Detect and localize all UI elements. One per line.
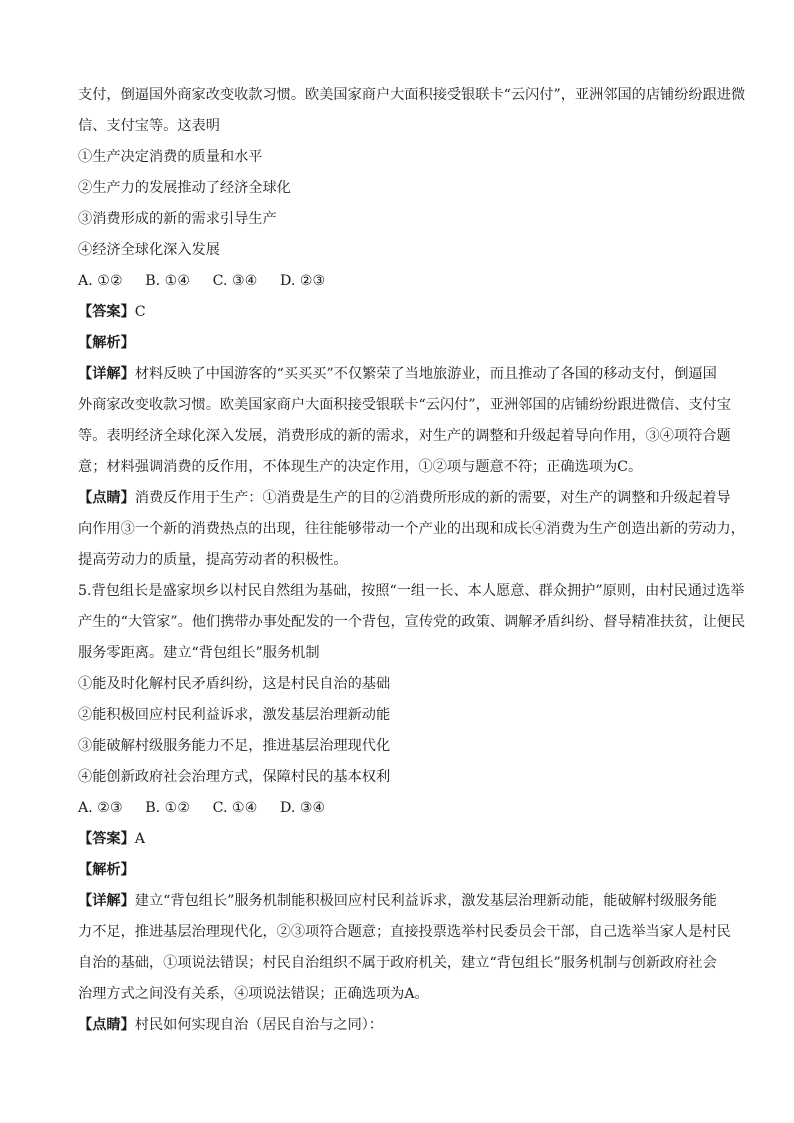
answer-value: C — [134, 304, 146, 320]
detail-text: 建立“背包组长”服务机制能积极回应村民利益诉求，激发基层治理新动能，能破解村级服务能 — [134, 893, 717, 909]
statement-item: ②生产力的发展推动了经济全球化 — [78, 180, 291, 196]
detail-tag: 【详解】 — [78, 366, 135, 382]
point-line: 提高劳动力的质量，提高劳动者的积极性。 — [78, 552, 348, 568]
question-stem-line: 信、支付宝等。这表明 — [78, 118, 220, 134]
detail-line — [78, 886, 738, 917]
option-c: C. ③④ — [212, 273, 258, 289]
statement-item: ①生产决定消费的质量和水平 — [78, 149, 263, 165]
detail-text: 材料反映了中国游客的“买买买”不仅繁荣了当地旅游业，而且推动了各国的移动支付，倒逼国 — [134, 366, 717, 382]
point-tag: 【点睛】 — [78, 1017, 135, 1033]
question-stem-line: 服务零距离。建立“背包组长”服务机制 — [78, 645, 320, 661]
analysis-line — [78, 855, 738, 886]
point-line — [78, 483, 738, 514]
document-body — [78, 80, 746, 1041]
detail-line: 自治的基础，①项说法错误；村民自治组织不属于政府机关，建立“背包组长”服务机制与创新政府社会 — [78, 955, 717, 971]
detail-line — [78, 359, 738, 390]
answer-tag: 【答案】 — [78, 304, 135, 320]
detail-line: 治理方式之间没有关系，④项说法错误；正确选项为A。 — [78, 986, 429, 1002]
question-4 — [78, 80, 746, 576]
statement-item: ④经济全球化深入发展 — [78, 242, 220, 258]
option-d: D. ②③ — [279, 273, 326, 289]
question-stem-line: 5.背包组长是盛家坝乡以村民自然组为基础，按照“一组一长、本人愿意、群众拥护”原则，由村民通过选举 — [78, 583, 745, 599]
question-stem-line: 支付，倒逼国外商家改变收款习惯。欧美国家商户大面积接受银联卡“云闪付”，亚洲邻国的店铺纷纷跟进微 — [78, 87, 746, 103]
question-5 — [78, 576, 746, 1041]
detail-line: 外商家改变收款习惯。欧美国家商户大面积接受银联卡“云闪付”，亚洲邻国的店铺纷纷跟进微信、支付宝 — [78, 397, 731, 413]
statement-item: ①能及时化解村民矛盾纠纷，这是村民自治的基础 — [78, 676, 391, 692]
option-d: D. ③④ — [279, 800, 326, 816]
option-b: B. ①④ — [145, 273, 191, 289]
point-tag: 【点睛】 — [78, 490, 135, 506]
analysis-line — [78, 328, 738, 359]
option-a: A. ②③ — [78, 800, 123, 816]
statement-item: ②能积极回应村民利益诉求，激发基层治理新动能 — [78, 707, 391, 723]
answer-tag: 【答案】 — [78, 831, 135, 847]
statement-item: ③消费形成的新的需求引导生产 — [78, 211, 277, 227]
detail-line: 力不足，推进基层治理现代化，②③项符合题意；直接投票选举村民委员会干部，自己选举当家人是村民 — [78, 924, 731, 940]
point-line — [78, 1010, 738, 1041]
answer-line — [78, 824, 738, 855]
analysis-tag: 【解析】 — [78, 862, 135, 878]
detail-line: 意；材料强调消费的反作用，不体现生产的决定作用，①②项与题意不符；正确选项为C。 — [78, 459, 643, 475]
point-line: 向作用③一个新的消费热点的出现，往往能够带动一个产业的出现和成长④消费为生产创造出新的劳动力， — [78, 521, 745, 537]
detail-tag: 【详解】 — [78, 893, 135, 909]
answer-line — [78, 297, 738, 328]
answer-options — [78, 793, 738, 824]
detail-line: 等。表明经济全球化深入发展，消费形成的新的需求，对生产的调整和升级起着导向作用，③④项符合题 — [78, 428, 731, 444]
point-text: 消费反作用于生产：①消费是生产的目的②消费所形成的新的需要，对生产的调整和升级起着导 — [134, 490, 731, 506]
option-c: C. ①④ — [212, 800, 258, 816]
option-a: A. ①② — [78, 273, 123, 289]
option-b: B. ①② — [145, 800, 191, 816]
statement-item: ④能创新政府社会治理方式，保障村民的基本权利 — [78, 769, 391, 785]
analysis-tag: 【解析】 — [78, 335, 135, 351]
answer-value: A — [134, 831, 146, 847]
point-text: 村民如何实现自治（居民自治与之同）： — [134, 1017, 384, 1033]
statement-item: ③能破解村级服务能力不足，推进基层治理现代化 — [78, 738, 391, 754]
answer-options — [78, 266, 738, 297]
question-stem-line: 产生的“大管家”。他们携带办事处配发的一个背包，宣传党的政策、调解矛盾纠纷、督导精准扶贫，让便民 — [78, 614, 746, 630]
